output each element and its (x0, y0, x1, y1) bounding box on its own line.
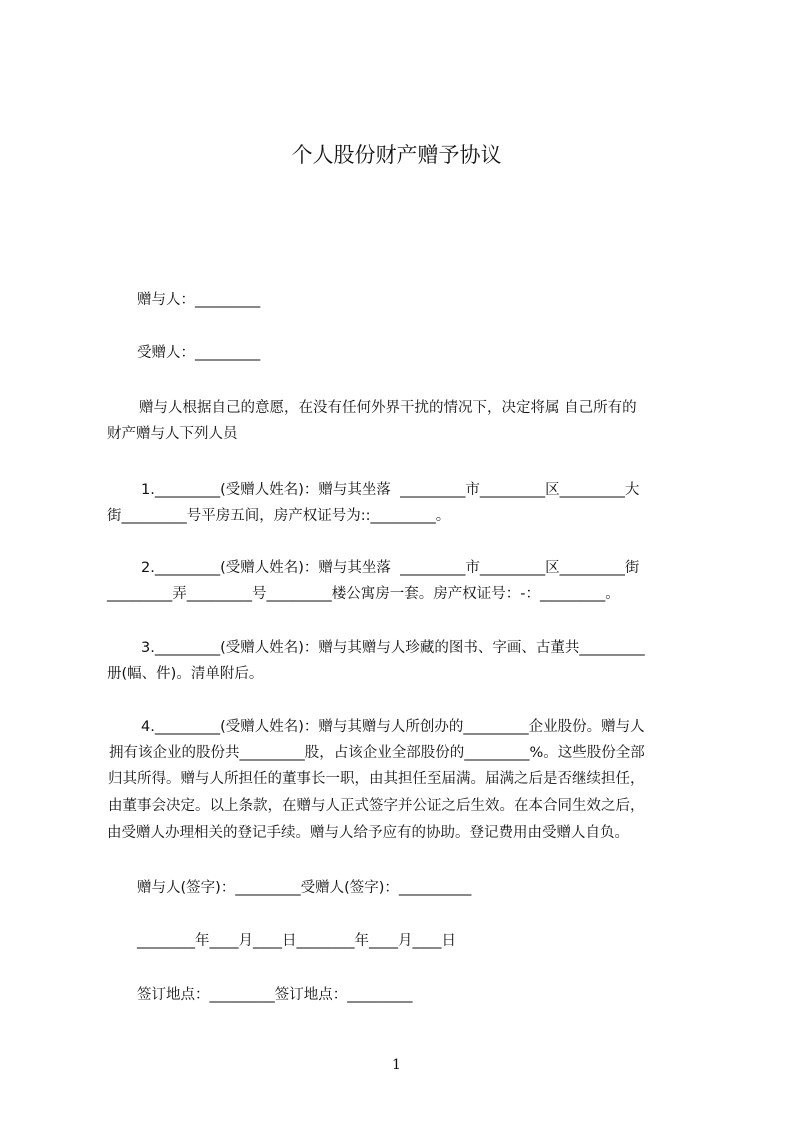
clause-line: 拥有该企业的股份共_________股，占该企业全部股份的_________%。这些股份全部 (109, 745, 645, 761)
clause-line: 4._________(受赠人姓名)：赠与其赠与人所创办的_________企业股份。赠与人 (141, 719, 645, 735)
clause-line: 3._________(受赠人姓名)：赠与其赠与人珍藏的图书、字画、古董共_________ (141, 640, 645, 656)
signing-place-line: 签订地点：_________签订地点：_________ (137, 987, 413, 1003)
page-number: 1 (392, 1057, 401, 1073)
recipient-line: 受赠人：_________ (137, 345, 261, 361)
clause-line: 街_________号平房五间，房产权证号为::_________。 (107, 508, 451, 524)
clause-line: 册(幅、件)。清单附后。 (107, 666, 264, 682)
clause-line: 由受赠人办理相关的登记手续。赠与人给予应有的协助。登记费用由受赠人自负。 (107, 825, 629, 841)
clause-line: 由董事会决定。以上条款，在赠与人正式签字并公证之后生效。在本合同生效之后， (108, 798, 645, 814)
clause-line: _________弄_________号_________楼公寓房一套。房产权证号：-：_________。 (107, 586, 620, 602)
signature-line: 赠与人(签字)：_________受赠人(签字)：__________ (137, 880, 472, 896)
clause-line: 1._________(受赠人姓名)：赠与其坐落 _________市_________区_________大 (141, 482, 640, 498)
intro-line: 赠与人根据自己的意愿，在没有任何外界干扰的情况下，决定将属 自己所有的 (139, 400, 637, 416)
clause-line: 归其所得。赠与人所担任的董事长一职，由其担任至届满。届满之后是否继续担任， (108, 771, 645, 787)
document-title: 个人股份财产赠予协议 (291, 143, 502, 167)
date-line: ________年____月____日________年____月____日 (137, 933, 456, 949)
clause-line: 2._________(受赠人姓名)：赠与其坐落 _________市_________区_________街 (141, 560, 640, 576)
donor-line: 赠与人：_________ (137, 292, 261, 308)
intro-line: 财产赠与人下列人员 (107, 426, 238, 442)
